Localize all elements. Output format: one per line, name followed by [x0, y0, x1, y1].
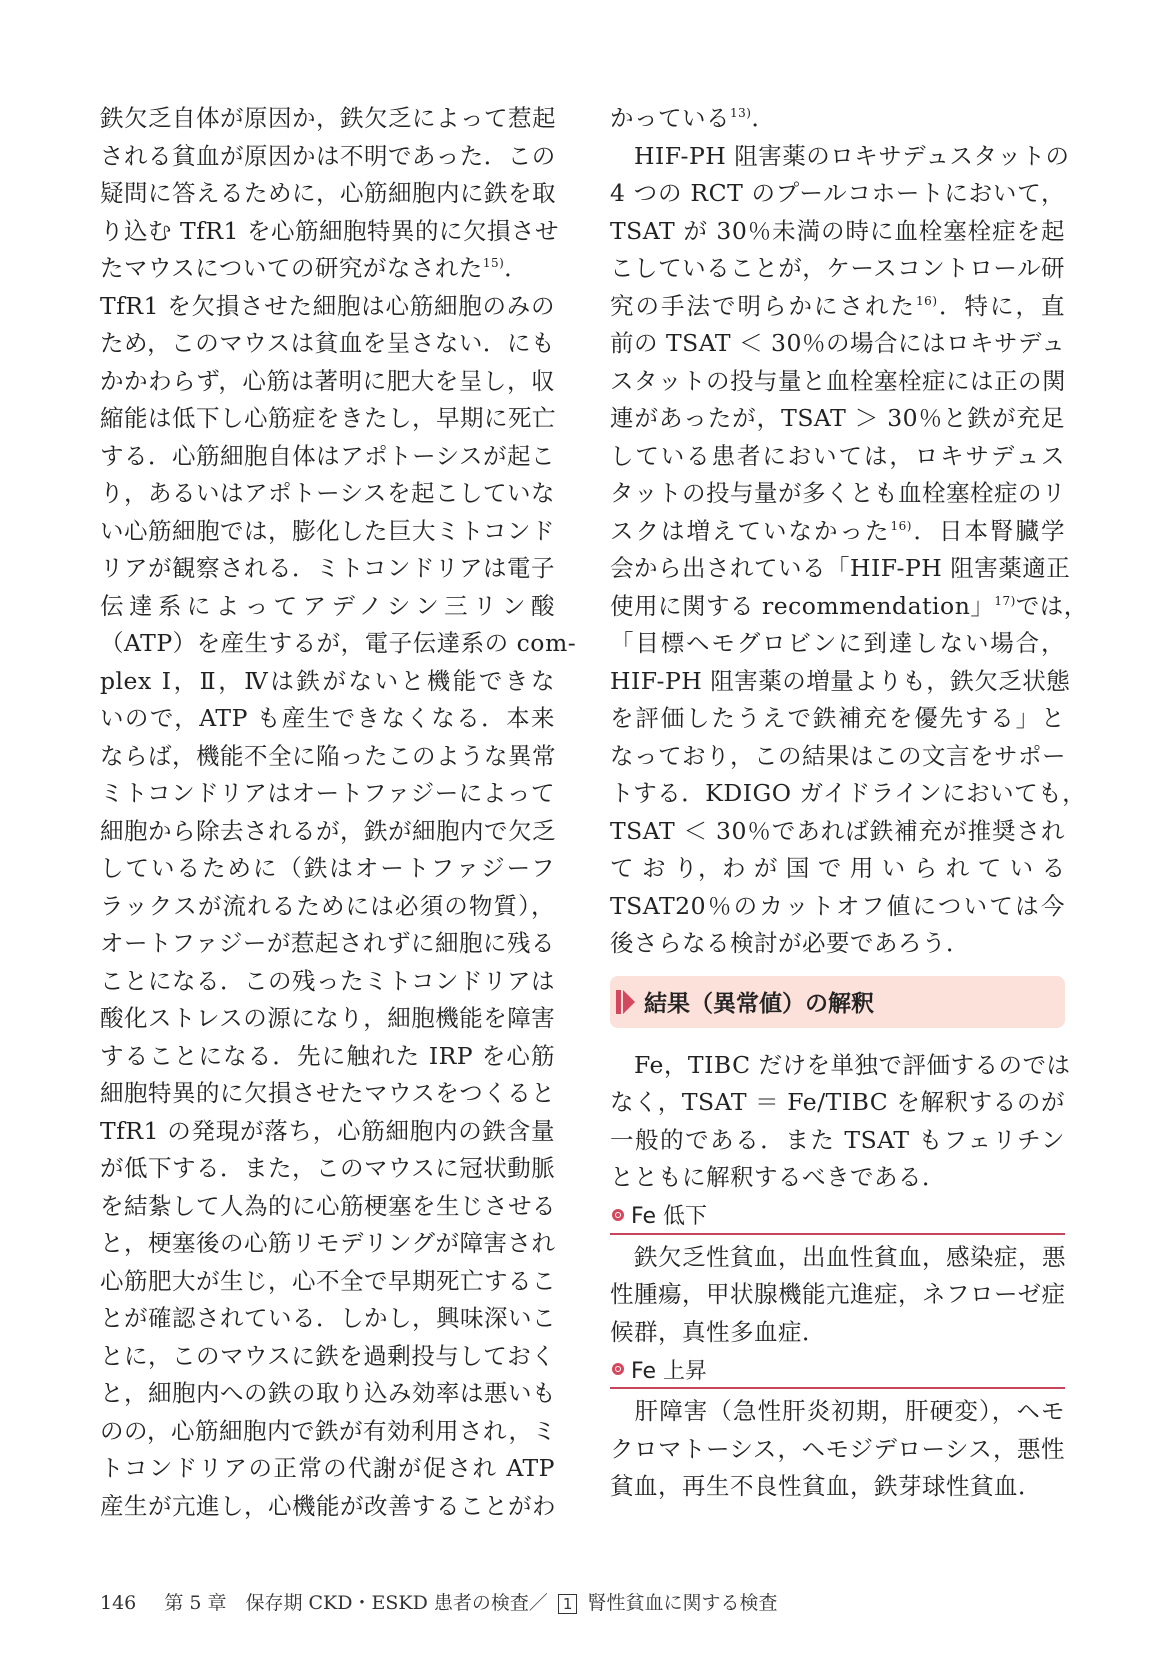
text-line — [100, 175, 555, 213]
text-line — [100, 963, 555, 1001]
fe-low-heading — [610, 1197, 1065, 1235]
line-text: 使用に関する recommendation」 — [610, 591, 995, 620]
line-text: て お り，わ が 国 で 用 い ら れ て い る — [610, 854, 1066, 882]
line-text: 産生が亢進し，心機能が改善することがわ — [100, 1491, 556, 1520]
text-line — [610, 1393, 1065, 1431]
line-text: TSAT が 30％未満の時に血栓塞栓症を起 — [610, 216, 1065, 245]
line-text-tail: ． — [504, 254, 529, 282]
text-line — [100, 250, 555, 288]
text-line — [610, 100, 1065, 138]
line-text: トコンドリアの正常の代謝が促され ATP — [100, 1454, 555, 1482]
text-line — [610, 475, 1065, 513]
text-line — [610, 813, 1065, 851]
text-line — [610, 588, 1088, 626]
text-line — [610, 1468, 1065, 1506]
text-line — [100, 738, 555, 776]
citation-superscript: 17) — [994, 593, 1016, 608]
text-line — [610, 738, 1065, 776]
line-text: 肝障害（急性肝炎初期，肝硬変），ヘモ — [610, 1397, 1065, 1425]
line-text: 一般的である．また TSAT もフェリチン — [610, 1125, 1065, 1154]
text-line — [610, 888, 1065, 926]
text-line — [100, 588, 555, 626]
line-text: 疑問に答えるために，心筋細胞内に鉄を取 — [100, 179, 556, 207]
right-column — [610, 100, 1088, 1506]
text-line — [100, 1450, 555, 1488]
line-text: と，細胞内への鉄の取り込み効率は悪いも — [100, 1379, 556, 1407]
line-text: とともに解釈するべきである． — [610, 1163, 946, 1191]
line-text: と，梗塞後の心筋リモデリングが障害され — [100, 1229, 556, 1257]
line-text: HIF-PH 阻害薬の増量よりも，鉄欠乏状態 — [610, 666, 1071, 695]
text-line — [610, 625, 1065, 663]
line-text: のの，心筋細胞内で鉄が有効利用され，ミ — [100, 1416, 557, 1445]
section-heading — [610, 976, 1065, 1028]
text-line — [610, 1276, 1065, 1314]
line-text: 会から出されている「HIF-PH 阻害薬適正 — [610, 554, 1071, 582]
text-line — [100, 1075, 555, 1113]
line-text: り，あるいはアポトーシスを起こしていな — [100, 479, 555, 507]
line-text: ミトコンドリアはオートファジーによって — [100, 779, 555, 807]
text-line — [610, 288, 1065, 326]
line-text: かかわらず，心筋は著明に肥大を呈し，収 — [100, 366, 555, 395]
line-text: スタットの投与量と血栓塞栓症には正の関 — [610, 366, 1066, 395]
line-text: なっており，この結果はこの文言をサポー — [610, 741, 1066, 770]
line-text: plex Ⅰ，Ⅱ，Ⅳは鉄がないと機能できな — [100, 666, 555, 695]
text-line — [610, 1159, 1065, 1197]
text-line — [610, 775, 1087, 813]
line-text: 鉄欠乏性貧血，出血性貧血，感染症，悪 — [610, 1242, 1066, 1271]
text-line — [100, 1413, 555, 1451]
text-line — [100, 775, 555, 813]
section-number-box: 1 — [558, 1594, 578, 1614]
line-text: 後さらなる検討が必要であろう． — [610, 929, 970, 957]
text-line — [100, 438, 555, 476]
text-line — [100, 1113, 555, 1151]
line-text: 候群，真性多血症． — [610, 1317, 826, 1346]
text-line — [610, 663, 1071, 701]
text-line — [610, 1047, 1071, 1085]
line-text: いので，ATP も産生できなくなる．本来 — [100, 704, 555, 732]
text-line — [100, 625, 577, 663]
line-text: TfR1 を欠損させた細胞は心筋細胞のみの — [100, 291, 555, 320]
line-text: リアが観察される．ミトコンドリアは電子 — [100, 554, 556, 582]
text-line — [610, 438, 1065, 476]
line-text: する．心筋細胞自体はアポトーシスが起こ — [100, 441, 555, 470]
line-text: かっている — [610, 104, 730, 132]
triangle-arrow-icon — [616, 988, 636, 1016]
text-line — [100, 513, 555, 551]
line-text: 前の TSAT ＜ 30％の場合にはロキサデュ — [610, 329, 1066, 357]
text-line — [610, 550, 1071, 588]
text-line — [610, 175, 1065, 213]
line-text: オートファジーが惹起されずに細胞に残る — [100, 929, 555, 957]
text-line — [100, 1225, 555, 1263]
line-text: TSAT20％のカットオフ値については今 — [610, 891, 1065, 920]
text-line — [100, 475, 555, 513]
citation-superscript: 15) — [482, 256, 505, 270]
line-text-tail: ．特に，直 — [937, 291, 1066, 320]
text-line — [100, 1375, 555, 1413]
text-line — [100, 1300, 555, 1338]
text-line — [100, 100, 555, 138]
line-text: ことになる．この残ったミトコンドリアは — [100, 966, 556, 995]
text-line — [610, 1122, 1065, 1160]
line-text: される貧血が原因かは不明であった．この — [100, 141, 556, 170]
section-title: 腎性貧血に関する検査 — [587, 1592, 778, 1614]
line-text: ならば，機能不全に陥ったこのような異常 — [100, 741, 556, 770]
fe-low-heading-label: Fe 低下 — [631, 1204, 707, 1229]
line-text: 縮能は低下し心筋症をきたし，早期に死亡 — [100, 404, 556, 432]
text-line — [610, 850, 1065, 888]
line-text: している患者においては，ロキサデュス — [610, 441, 1065, 470]
page-footer — [100, 1588, 778, 1615]
text-line — [100, 925, 555, 963]
text-line — [100, 1188, 555, 1226]
line-text: とに，このマウスに鉄を過剰投与しておく — [100, 1341, 556, 1370]
line-text: が低下する．また，このマウスに冠状動脈 — [100, 1154, 556, 1182]
line-text: 細胞から除去されるが，鉄が細胞内で欠乏 — [100, 816, 556, 845]
line-text-tail: では， — [1015, 591, 1088, 620]
text-line — [100, 1263, 555, 1301]
line-text: しているために（鉄はオートファジーフ — [100, 854, 555, 882]
line-text: 貧血，再生不良性貧血，鉄芽球性貧血． — [610, 1472, 1042, 1500]
line-text: ラックスが流れるためには必須の物質）， — [100, 891, 555, 920]
circle-bullet-icon — [612, 1209, 624, 1221]
text-line — [610, 363, 1065, 401]
left-column — [100, 100, 577, 1525]
text-line — [610, 700, 1065, 738]
text-line — [100, 1488, 555, 1526]
text-line — [100, 1150, 555, 1188]
line-text: ため，このマウスは貧血を呈さない．にも — [100, 329, 555, 357]
chapter-title: 第 5 章 保存期 CKD・ESKD 患者の検査／ — [164, 1592, 548, 1614]
text-line — [100, 550, 555, 588]
line-text: （ATP）を産生するが，電子伝達系の com- — [100, 629, 577, 657]
line-text: 酸化ストレスの源になり，細胞機能を障害 — [100, 1004, 556, 1032]
line-text: 性腫瘍，甲状腺機能亢進症，ネフローゼ症 — [610, 1280, 1066, 1308]
line-text: TfR1 の発現が落ち，心筋細胞内の鉄含量 — [100, 1116, 555, 1145]
line-text-tail: ．日本腎臓学 — [911, 516, 1066, 545]
right-column-text — [610, 100, 1088, 963]
line-text: スクは増えていなかった — [610, 516, 891, 545]
text-line — [100, 888, 555, 926]
line-text: 心筋肥大が生じ，心不全で早期死亡するこ — [100, 1266, 556, 1295]
text-line — [100, 813, 555, 851]
line-text: こしていることが，ケースコントロール研 — [610, 254, 1065, 282]
text-line — [610, 1084, 1065, 1122]
text-line — [100, 1000, 555, 1038]
line-text-tail: ． — [751, 104, 776, 132]
text-line — [100, 1038, 555, 1076]
text-line — [100, 325, 555, 363]
text-line — [610, 213, 1065, 251]
page-number: 146 — [100, 1592, 137, 1614]
text-line — [610, 1314, 1065, 1352]
line-text: を結紮して人為的に心筋梗塞を生じさせる — [100, 1191, 556, 1220]
line-text: 伝達系によってアデノシン三リン酸 — [100, 591, 555, 620]
section-heading-title: 結果（異常値）の解釈 — [644, 991, 874, 1017]
line-text: 鉄欠乏自体が原因か，鉄欠乏によって惹起 — [100, 104, 556, 132]
line-text: トする．KDIGO ガイドラインにおいても， — [610, 779, 1087, 807]
line-text: 連があったが，TSAT ＞ 30％と鉄が充足 — [610, 404, 1065, 432]
line-text: Fe，TIBC だけを単独で評価するのでは — [610, 1050, 1071, 1079]
fe-high-body — [610, 1393, 1065, 1506]
text-line — [610, 925, 1065, 963]
text-line — [610, 250, 1065, 288]
text-line — [610, 1431, 1065, 1469]
text-line — [100, 1338, 555, 1376]
line-text: 4 つの RCT のプールコホートにおいて， — [610, 179, 1065, 207]
text-line — [610, 400, 1065, 438]
fe-high-heading-label: Fe 上昇 — [631, 1358, 707, 1384]
section-body — [610, 1047, 1071, 1197]
text-line — [100, 213, 559, 251]
text-line — [610, 1239, 1065, 1277]
line-text: たマウスについての研究がなされた — [100, 254, 483, 282]
text-line — [100, 138, 555, 176]
line-text: 究の手法で明らかにされた — [610, 291, 917, 320]
text-line — [610, 138, 1070, 176]
text-line — [100, 700, 555, 738]
fe-low-body — [610, 1239, 1065, 1352]
line-text: とが確認されている．しかし，興味深いこ — [100, 1304, 556, 1332]
citation-superscript: 16) — [916, 293, 938, 308]
line-text: TSAT ＜ 30％であれば鉄補充が推奨され — [610, 816, 1065, 845]
text-line — [100, 288, 555, 326]
fe-high-heading — [610, 1351, 1065, 1389]
line-text: クロマトーシス，ヘモジデローシス，悪性 — [610, 1434, 1066, 1463]
citation-superscript: 13) — [730, 106, 752, 120]
line-text: HIF-PH 阻害薬のロキサデュスタットの — [610, 141, 1070, 170]
line-text: 「目標ヘモグロビンに到達しない場合， — [610, 629, 1065, 657]
text-line — [100, 363, 555, 401]
text-line — [100, 400, 555, 438]
citation-superscript: 16) — [890, 518, 912, 533]
text-line — [100, 850, 555, 888]
line-text: タットの投与量が多くとも血栓塞栓症のリ — [610, 479, 1066, 507]
line-text: 細胞特異的に欠損させたマウスをつくると — [100, 1079, 556, 1107]
line-text: を評価したうえで鉄補充を優先する」と — [610, 704, 1065, 732]
text-line — [610, 325, 1065, 363]
line-text: することになる．先に触れた IRP を心筋 — [100, 1041, 555, 1070]
line-text: なく，TSAT ＝ Fe/TIBC を解釈するのが — [610, 1088, 1065, 1116]
text-line — [100, 663, 555, 701]
line-text: り込む TfR1 を心筋細胞特異的に欠損させ — [100, 216, 559, 245]
circle-bullet-icon — [612, 1363, 624, 1375]
line-text: い心筋細胞では，膨化した巨大ミトコンド — [100, 516, 556, 545]
text-line — [610, 513, 1065, 551]
